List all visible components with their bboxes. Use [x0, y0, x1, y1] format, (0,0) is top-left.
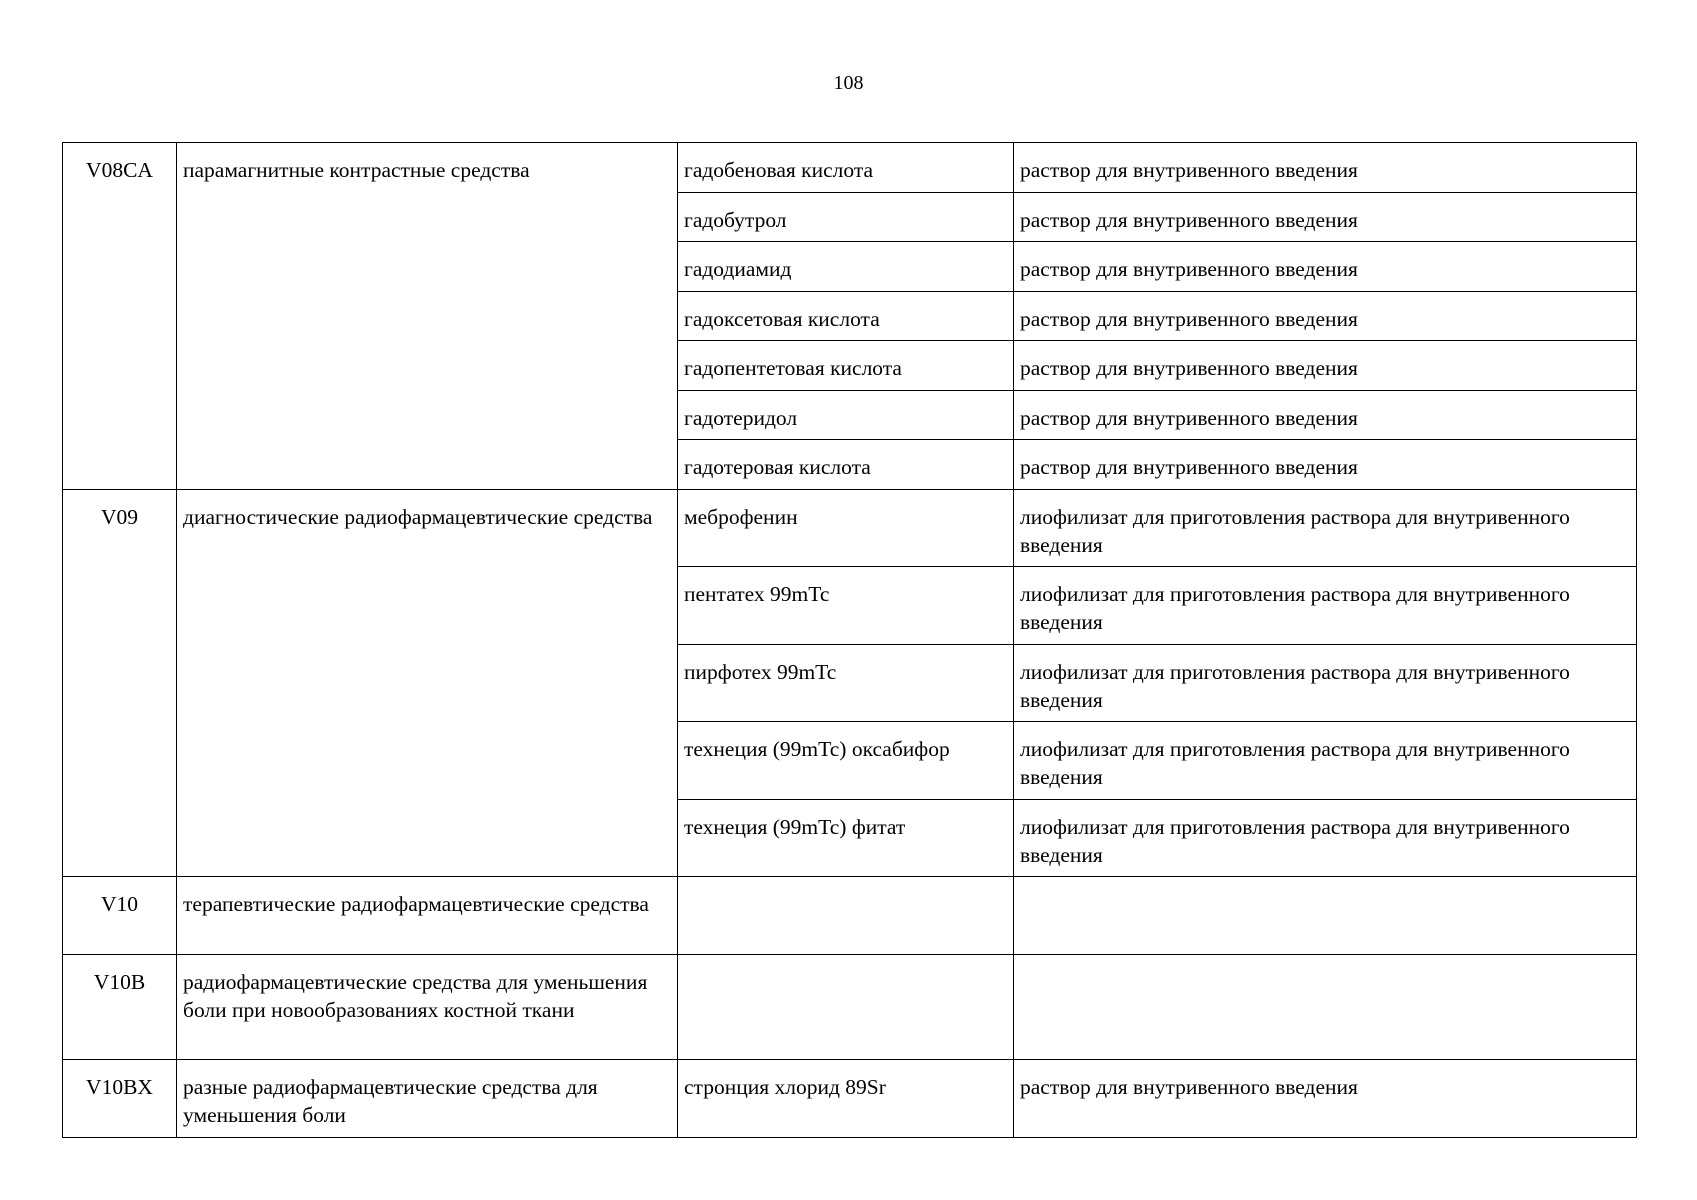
- dosage-form-cell: [1014, 954, 1637, 1059]
- page-number: 108: [833, 72, 864, 94]
- atc-code-cell: V10: [63, 877, 177, 955]
- table-row: [63, 489, 1637, 567]
- dosage-form-cell: раствор для внутривенного введения: [1014, 143, 1637, 193]
- atc-code-cell: V09: [63, 489, 177, 877]
- dosage-form-cell: раствор для внутривенного введения: [1014, 390, 1637, 440]
- dosage-form-cell: лиофилизат для приготовления раствора для внутривенного введения: [1014, 799, 1637, 877]
- drug-name-cell: [678, 954, 1014, 1059]
- dosage-form-cell: раствор для внутривенного введения: [1014, 291, 1637, 341]
- drug-name-cell: технеция (99mTc) оксабифор: [678, 722, 1014, 800]
- dosage-form-cell: лиофилизат для приготовления раствора для внутривенного введения: [1014, 644, 1637, 722]
- drug-name-cell: [678, 877, 1014, 955]
- atc-code-cell: V10B: [63, 954, 177, 1059]
- table-row: [63, 877, 1637, 955]
- dosage-form-cell: лиофилизат для приготовления раствора для внутривенного введения: [1014, 722, 1637, 800]
- table-row: [63, 954, 1637, 1059]
- dosage-form-cell: раствор для внутривенного введения: [1014, 242, 1637, 292]
- dosage-form-cell: раствор для внутривенного введения: [1014, 1059, 1637, 1137]
- group-name-cell: радиофармацевтические средства для уменьшения боли при новообразованиях костной ткани: [177, 954, 678, 1059]
- drug-name-cell: гадобутрол: [678, 192, 1014, 242]
- drug-name-cell: гадотеровая кислота: [678, 440, 1014, 490]
- drug-name-cell: гадопентетовая кислота: [678, 341, 1014, 391]
- atc-code-cell: V08CA: [63, 143, 177, 490]
- group-name-cell: терапевтические радиофармацевтические средства: [177, 877, 678, 955]
- dosage-form-cell: лиофилизат для приготовления раствора для внутривенного введения: [1014, 489, 1637, 567]
- drug-name-cell: стронция хлорид 89Sr: [678, 1059, 1014, 1137]
- group-name-cell: диагностические радиофармацевтические средства: [177, 489, 678, 877]
- table-row: [63, 1059, 1637, 1137]
- drug-name-cell: гадоксетовая кислота: [678, 291, 1014, 341]
- dosage-form-cell: раствор для внутривенного введения: [1014, 440, 1637, 490]
- table-row: [63, 143, 1637, 193]
- drug-name-cell: пирфотех 99mTc: [678, 644, 1014, 722]
- drug-name-cell: пентатех 99mTc: [678, 567, 1014, 645]
- atc-code-cell: V10BX: [63, 1059, 177, 1137]
- group-name-cell: парамагнитные контрастные средства: [177, 143, 678, 490]
- drug-name-cell: гадобеновая кислота: [678, 143, 1014, 193]
- drug-table: [62, 142, 1637, 1138]
- dosage-form-cell: [1014, 877, 1637, 955]
- drug-name-cell: гадодиамид: [678, 242, 1014, 292]
- drug-name-cell: гадотеридол: [678, 390, 1014, 440]
- dosage-form-cell: раствор для внутривенного введения: [1014, 341, 1637, 391]
- drug-name-cell: технеция (99mTc) фитат: [678, 799, 1014, 877]
- drug-name-cell: меброфенин: [678, 489, 1014, 567]
- dosage-form-cell: раствор для внутривенного введения: [1014, 192, 1637, 242]
- dosage-form-cell: лиофилизат для приготовления раствора для внутривенного введения: [1014, 567, 1637, 645]
- group-name-cell: разные радиофармацевтические средства для уменьшения боли: [177, 1059, 678, 1137]
